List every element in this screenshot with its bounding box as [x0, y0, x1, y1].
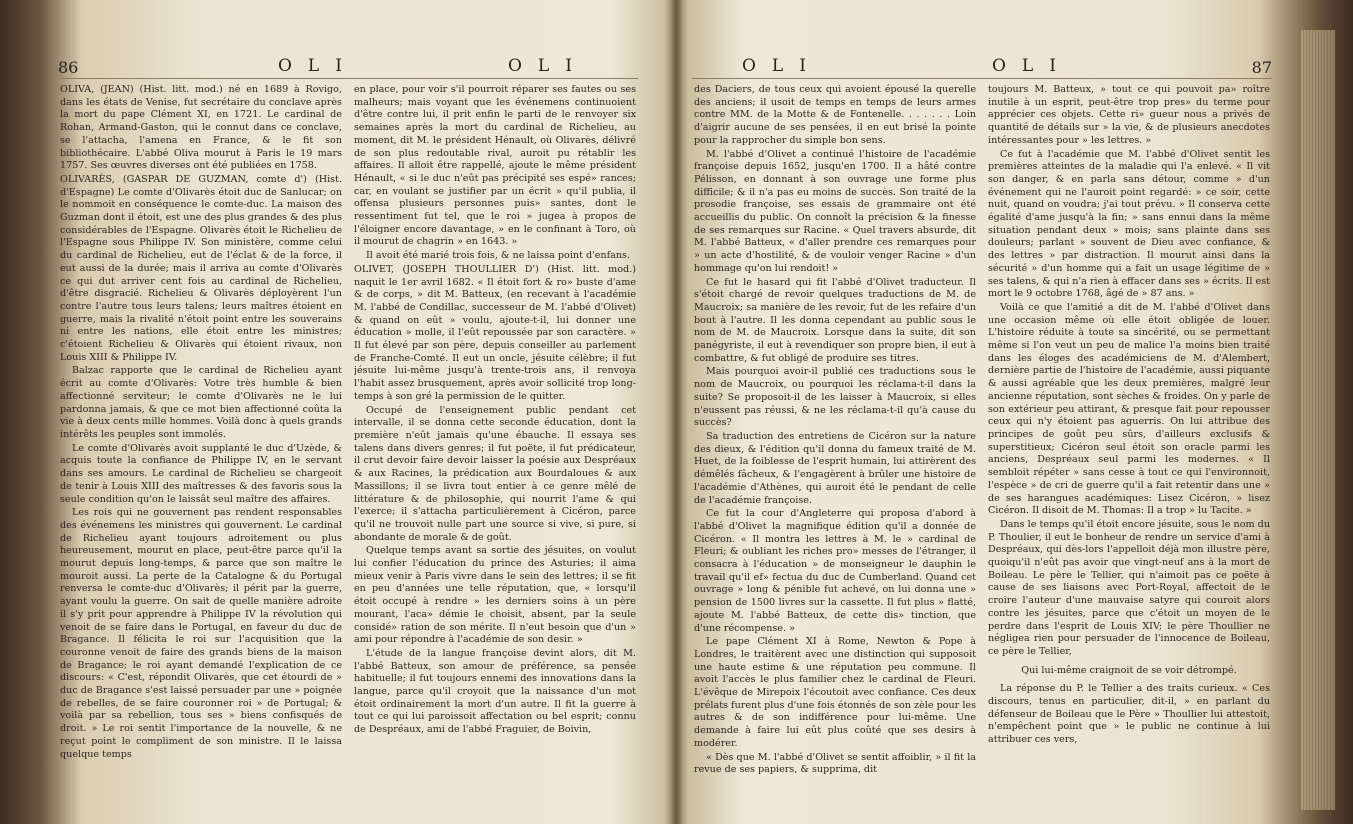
right-header-rule — [692, 78, 1272, 79]
paragraph: en place, pour voir s'il pourroit réparer ses fautes ou ses malheurs; mais voyant que les événemens continuoient d'être contre lui, il prit enfin le parti de le renvoyer six semaines après la mort du cardinal de Richelieu, au moment, dit M. le président Hénault, où Olivarès, délivré de son plus redoutable rival, auroit pu rétablir les affaires. Il alloit être rappellé, ajoute le même président Hénault, « si le duc n'eût pas précipité ses espé» rances; car, en voulant se justifier par un écrit » qu'il publia, il offensa plusieurs personnes puis» santes, dont le ressentiment fut tel, que le roi » jugea à propos de l'éloigner encore davantage, » en le confinant à Toro, où il mourut de chagrin » en 1643. » — [354, 84, 636, 248]
left-running-head-2: OLI — [508, 56, 588, 76]
right-running-head: OLI — [742, 56, 822, 76]
paragraph: Mais pourquoi avoir-il publié ces traductions sous le nom de Maucroix, ou pourquoi les réclama-t-il dans la suite? Se proposoit-il de les laisser à Maucroix, si elles n'eussent pas réussi, & ne les réclama-t-il qu'à cause du succès? — [694, 366, 976, 429]
left-page-number: 86 — [58, 58, 79, 77]
paragraph: Sa traduction des entretiens de Cicéron sur la nature des dieux, & l'édition qu'il donna du fameux traité de M. Huet, de la foiblesse de l'esprit humain, lui attirèrent des démêlés fâcheux, & l'engagèrent à brûler une histoire de l'académie d'Athènes, qui auroit été le pendant de celle de l'académie françoise. — [694, 430, 976, 506]
verse-line: Qui lui-même craignoit de se voir détrompé. — [1021, 664, 1237, 676]
paragraph: La réponse du P. le Tellier a des traits curieux. « Ces discours, tenus en particulier, dit-il, » en parlant du défenseur de Boileau que le Père » Thoullier lui attestoit, n'empêchent point que » le public ne continue à lui attribuer ces vers, — [988, 683, 1270, 746]
paragraph: Voilà ce que l'amitié a dit de M. l'abbé d'Olivet dans une occasion même où elle étoit obligée de louer. L'histoire réduite à toute sa sincérité, ou se permettant même si l'on veut un peu de malice l'a moins bien traité dans les éloges des académiciens de M. d'Alembert, dernière partie de l'histoire de l'académie, aussi piquante & aussi agréable que les deux premières, malgré leur ancienne réputation, sont sèches & froides. On y parle de son extérieur peu attirant, & presque fait pour repousser ceux qui n'y étoient pas aguerris. On lui attribue des principes de goût peu sûrs, d'ailleurs exclusifs & superstitieux; Cicéron seul étoit son oracle parmi les anciens, Despréaux seul parmi les modernes. « Il sembloit répéter » sans cesse à tout ce qui l'environnoit, l'espèce » de cri de guerre qu'il a fait retentir dans une » de ses harangues académiques: Lisez Cicéron, » lisez Cicéron. Il disoit de M. Thomas: Il a trop » lu Tacite. » — [988, 301, 1270, 517]
paragraph: Ce fut à l'académie que M. l'abbé d'Olivet sentit les premières atteintes de la maladie qui l'a enlevé. « Il vit son danger, & en parla sans détour, comme » d'un événement qui ne l'auroit point regardé: » ce soir, cette nuit, quand on voudra; j'ai tout prévu. » Il conserva cette égalité d'ame jusqu'à la fin; » sans ennui dans la même situation pendant deux » mois; sans plainte dans ses douleurs; parlant » souvent de Dieu avec confiance, & des lettres » par distraction. Il mourut ainsi dans la sécurité » d'un homme qui a fait un usage légitime de » ses talens, & qui n'a rien à effacer dans ses » écrits. Il est mort le 9 octobre 1768, âgé de » 87 ans. » — [988, 148, 1270, 300]
book-spine — [664, 0, 688, 824]
left-column-2 — [354, 84, 636, 804]
right-running-header — [692, 58, 1272, 80]
paragraph: Le comte d'Olivarès avoit supplanté le duc d'Uzède, & acquis toute la confiance de Philippe IV, en le servant dans ses amours. Le cardinal de Richelieu se chargeoit de tenir à Louis XIII des maîtresses & des favoris sous la seule condition qu'on le laissât seul maître des affaires. — [60, 442, 342, 505]
right-running-head-2: OLI — [992, 56, 1072, 76]
paragraph: OLIVET, (JOSEPH THOULLIER D') (Hist. litt. mod.) naquit le 1er avril 1682. « Il étoit fort & ro» buste d'ame & de corps, » dit M. Batteux, (en recevant à l'académie M. l'abbé de Condillac, successeur de M. l'abbé d'Olivet) & quand on eût » voulu, ajoute-t-il, lui donner une éducation » molle, il l'eût repoussée par son caractère. » Il fut élevé par son père, depuis conseiller au parlement de Franche-Comté. Il eut un oncle, jésuite célèbre; il fut jésuite lui-même jusqu'à trente-trois ans, il renvoya l'habit assez brusquement, après avoir sollicité trop long-temps à son gré la permission de le quitter. — [354, 263, 636, 402]
paragraph: L'étude de la langue françoise devint alors, dit M. l'abbé Batteux, son amour de préférence, sa pensée habituelle; il fut toujours ennemi des innovations dans la langue, parce qu'il croyoit que la naissance d'un mot étoit ordinairement la mort d'un autre. Il fit la guerre à tout ce qui lui paroissoit affectation ou bel esprit; connu de Despréaux, ami de l'abbé Fraguier, de Boivin, — [354, 647, 636, 736]
paragraph: Ce fut le hasard qui fit l'abbé d'Olivet traducteur. Il s'étoit chargé de revoir quelques traductions de M. de Maucroix; sa manière de les revoir, fut de les refaire d'un bout à l'autre. Il les donna cependant au public sous le nom de M. de Maucroix. Lorsque dans la suite, dit son panégyriste, il eut à revendiquer son propre bien, il eut à combattre, & fut obligé de produire ses titres. — [694, 276, 976, 364]
left-header-rule — [58, 78, 638, 79]
left-running-head: OLI — [278, 56, 358, 76]
paragraph: toujours M. Batteux, » tout ce qui pouvoit pa» roître inutile à un esprit, peut-être trop pres» du terme pour apprécier ces objets. Cette ri» gueur nous a privés de quantité de détails sur » la vie, & de plusieurs anecdotes intéressantes pour » les lettres. » — [988, 84, 1270, 146]
paragraph: Le pape Clément XI à Rome, Newton & Pope à Londres, le traitèrent avec une distinction qui supposoit une haute estime & une réputation peu commune. Il avoit l'accès le plus familier chez le cardinal de Fleuri. L'évêque de Mirepoix l'écoutoit avec confiance. Ces deux prélats furent plus d'une fois étonnés de son zèle pour les autres & de son indifférence pour lui-même. Une demande à faire lui eût plus coûté que ses desirs à modérer. — [694, 636, 976, 749]
paragraph: Les rois qui ne gouvernent pas rendent responsables des événemens les ministres qui gouvernent. Le cardinal de Richelieu ayant toujours adroitement ou plus heureusement, mourut en place, peut-être parce qu'il la mourut depuis long-temps, & parce que son maître le mouroit aussi. La perte de la Catalogne & du Portugal renversa le comte-duc d'Olivarès; il périt par la guerre, ayant voulu la guerre. On sait de quelle manière adroite il s'y prit pour apprendre à Philippe IV la révolution qui venoit de se faire dans le Portugal, en faveur du duc de Bragance. Il félicita le roi sur l'acquisition que la couronne venoit de faire des grands biens de la maison de Bragance; le roi ayant demandé l'explication de ce discours: « C'est, répondit Olivarès, que cet étourdi de » duc de Bragance s'est laissé persuader par une » poignée de rebelles, de se faire couronner roi » de Portugal; & voilà par sa rebellion, tous ses » biens confisqués de droit. » Le roi sentit l'importance de la nouvelle, & ne reçut point le compliment de son ministre. Il le laissa quelque temps — [60, 507, 342, 760]
right-page-number: 87 — [1251, 58, 1272, 77]
paragraph: Il avoit été marié trois fois, & ne laissa point d'enfans. — [366, 250, 631, 262]
paragraph: OLIVA, (JEAN) (Hist. litt. mod.) né en 1689 à Rovigo, dans les états de Venise, fut secrétaire du conclave après la mort du pape Clément XI, en 1721. Le cardinal de Rohan, Armand-Gaston, qui le connut dans ce conclave, se l'attacha, l'amena en France, & le fit son bibliothécaire. L'abbé Oliva mourut à Paris le 19 mars 1757. Ses œuvres diverses ont été publiées en 1758. — [60, 84, 342, 172]
left-column-1 — [60, 84, 342, 804]
paragraph: des Daciers, de tous ceux qui avoient épousé la querelle des anciens; il usoit de temps en temps de leurs armes contre MM. de la Motte & de Fontenelle. . . . . . . Loin d'aigrir aucune de ses pensées, il en eut brisé la pointe pour la rapprocher du simple bon sens. — [694, 84, 976, 146]
paragraph: OLIVARÈS, (GASPAR DE GUZMAN, comte d') (Hist. d'Espagne) Le comte d'Olivarès étoit duc de Sanlucar; on le nommoit en conséquence le comte-duc. La maison des Guzman dont il étoit, est une des plus grandes & des plus considérables de l'Espagne. Olivarès étoit le Richelieu de l'Espagne sous Philippe IV. Son ministère, comme celui du cardinal de Richelieu, eut de l'éclat & de la force, il eut aussi de la durée; mais il arriva au comte d'Olivarès ce qui dut arriver cent fois au cardinal de Richelieu, d'être disgracié. Richelieu & Olivarès déployèrent l'un contre l'autre tous leurs talens; leurs maîtres étoient en guerre, mais la rivalité n'étoit point entre les souverains ni entre les nations, elle étoit entre les ministres; c'étoient Richelieu & Olivarès qui étoient rivaux, non Louis XIII & Philippe IV. — [60, 173, 342, 363]
left-running-header — [58, 58, 638, 80]
left-page — [58, 58, 638, 808]
paragraph: « Dès que M. l'abbé d'Olivet se sentit affoiblir, » il fit la revue de ses papiers, & supprima, dit — [694, 751, 976, 776]
paragraph: Ce fut la cour d'Angleterre qui proposa d'abord à l'abbé d'Olivet la magnifique édition qu'il a donnée de Cicéron. « Il montra les lettres à M. le » cardinal de Fleuri; & oubliant les riches pro» messes de l'étranger, il consacra à l'éducation » de monseigneur le dauphin le travail qu'il ef» fectua du duc de Cumberland. Quand cet ouvrage » long & pénible fut achevé, on lui donna une » pension de 1500 livres sur la cassette. Il fut plus » flatté, ajoute M. l'abbé Batteux, de cette dis» tinction, que d'une récompense. » — [694, 508, 976, 634]
page-edges — [1301, 30, 1335, 810]
paragraph: Balzac rapporte que le cardinal de Richelieu ayant écrit au comte d'Olivarès: Votre très humble & bien affectionné serviteur; le comte d'Olivarès ne le lui pardonna jamais, & que ce mot bien affectionné coûta la vie à deux cents mille hommes. Voilà donc à quels grands intérêts les peuples sont immolés. — [60, 365, 342, 440]
paragraph: Dans le temps qu'il étoit encore jésuite, sous le nom du P. Thoulier, il eut le bonheur de rendre un service d'ami à Despréaux, qui dès-lors l'appelloit déjà mon illustre père, quoiqu'il n'eût pas avoir que vingt-neuf ans à la mort de Boileau. Le père le Tellier, qui n'aimoit pas ce poëte à cause de ses liaisons avec Port-Royal, affectoit de le croire l'auteur d'une mauvaise satyre qui couroit alors contre les jésuites, parce que c'étoit un moyen de le perdre dans l'esprit de Louis XIV; le père Thoullier ne négligea rien pour persuader de l'innocence de Boileau, ce père le Tellier, — [988, 518, 1270, 657]
paragraph: M. l'abbé d'Olivet a continué l'histoire de l'académie françoise depuis 1652, jusqu'en 1700. Il a hâté contre Pélisson, en donnant à son ouvrage une forme plus difficile; & il n'a pas eu moins de succès. Son traité de la prosodie françoise, ses essais de grammaire ont été accueillis du public. On connoît la précision & la finesse de ses remarques sur Racine. « Quel travers absurde, dit M. l'abbé Batteux, « d'aller prendre ces remarques pour » un acte d'hostilité, & de vouloir venger Racine » d'un hommage qu'on lui rendoit! » — [694, 148, 976, 274]
paragraph: Quelque temps avant sa sortie des jésuites, on voulut lui confier l'éducation du prince des Asturies; il aima mieux venir à Paris vivre dans le sein des lettres; il se fit en peu d'années une telle réputation, que, « lorsqu'il étoit occupé à rendre » les derniers soins à un père mourant, l'aca» démie le choisit, absent, par la seule considé» ration de son mérite. Il n'eut besoin que d'un » ami pour répondre à l'académie de son desir. » — [354, 545, 636, 646]
right-page — [692, 58, 1272, 808]
paragraph: Occupé de l'enseignement public pendant cet intervalle, il se donna cette seconde éducation, dont la première n'eût jamais qu'une ébauche. Il essaya ses talens dans divers genres; il fut poëte, il fut prédicateur, il crut devoir faire devoir laisser la poésie aux Despréaux & aux Racines, la prédication aux Bourdaloues & aux Massillons; il se livra tout entier à ce genre mêlé de littérature & de philosophie, qui nourrit l'ame & qui l'exerce; il s'attacha particulièrement à Cicéron, parce qu'il ne trouvoit nulle part une source si vive, si pure, si abondante de morale & de goût. — [354, 404, 636, 543]
right-column-1 — [694, 84, 976, 804]
right-column-2 — [988, 84, 1270, 804]
